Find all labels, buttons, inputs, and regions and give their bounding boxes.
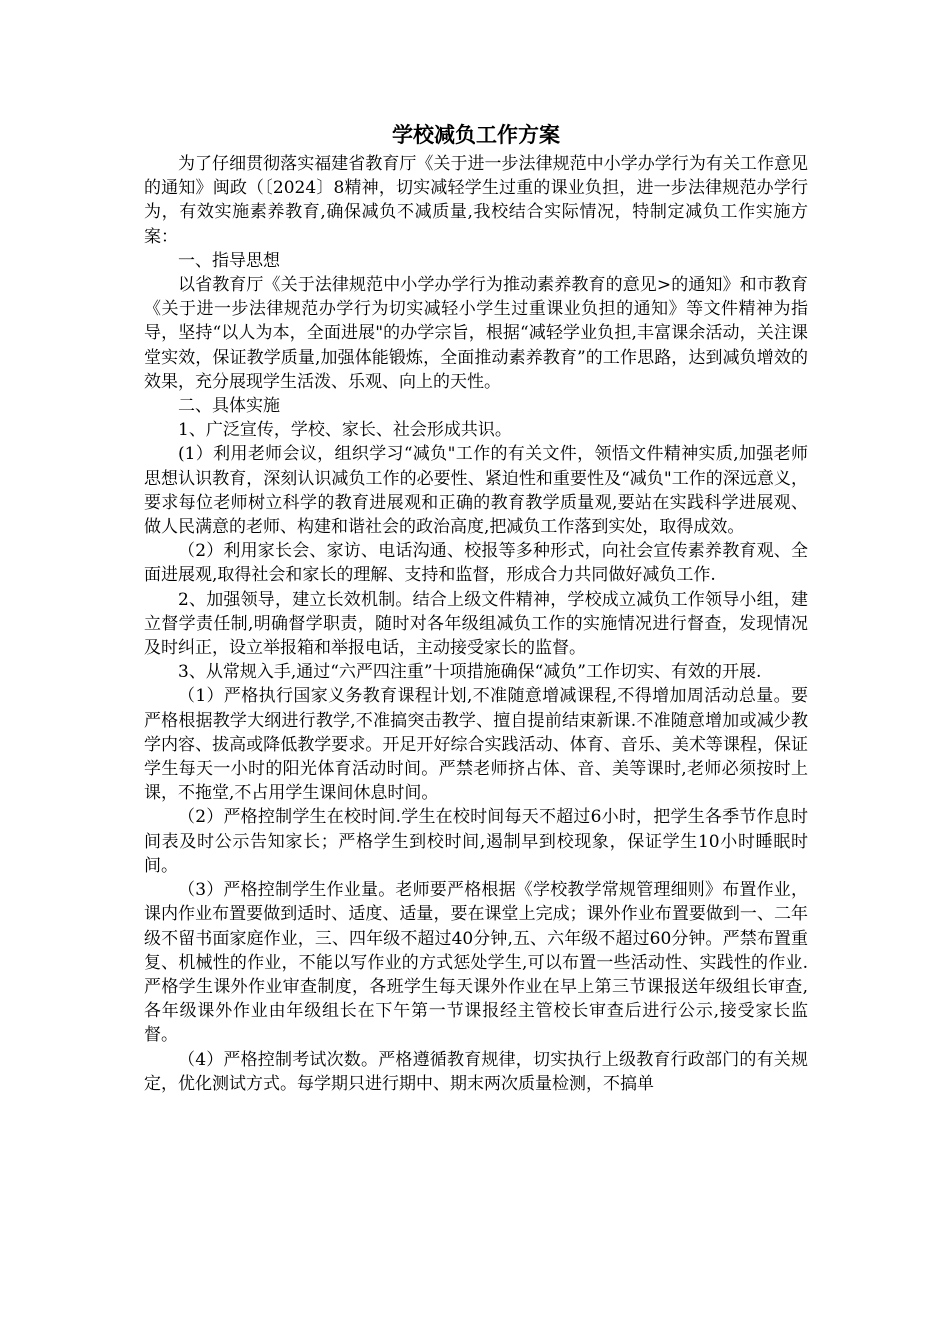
item-3-1-paragraph: （1）严格执行国家义务教育课程计划,不准随意增减课程,不得增加周活动总量。要严格根据教学大纲进行教学,不准搞突击教学、擅自提前结束新课.不准随意增加或减少教学内容、拔高或降低教学要求。开足开好综合实践活动、体育、音乐、美术等课程，保证学生每天一小时的阳光体育活动时间。严禁老师挤占体、音、美等课时,老师必须按时上课，不拖堂,不占用学生课间休息时间。 (144, 686, 808, 804)
section-heading-implementation: 二、具体实施 (178, 396, 280, 417)
item-2-paragraph: 2、加强领导，建立长效机制。结合上级文件精神，学校成立减负工作领导小组，建立督学责任制,明确督学职责，随时对各年级组减负工作的实施情况进行督查，发现情况及时纠正，设立举报箱和举报电话，主动接受家长的监督。 (144, 589, 808, 659)
section-heading-guiding-ideology: 一、指导思想 (178, 250, 280, 271)
item-3-paragraph: 3、从常规入手,通过“六严四注重”十项措施确保“减负”工作切实、有效的开展. (178, 662, 762, 683)
document-title: 学校减负工作方案 (392, 122, 560, 147)
item-3-3-paragraph: （3）严格控制学生作业量。老师要严格根据《学校教学常规管理细则》布置作业，课内作业布置要做到适时、适度、适量，要在课堂上完成；课外作业布置要做到一、二年级不留书面家庭作业，三、四年级不超过40分钟,五、六年级不超过60分钟。严禁布置重复、机械性的作业，不能以写作业的方式惩处学生,可以布置一些活动性、实践性的作业.严格学生课外作业审查制度，各班学生每天课外作业在早上第三节课报送年级组长审查,各年级课外作业由年级组长在下午第一节课报经主管校长审查后进行公示,接受家长监督。 (144, 880, 808, 1046)
item-3-4-paragraph: （4）严格控制考试次数。严格遵循教育规律，切实执行上级教育行政部门的有关规定，优化测试方式。每学期只进行期中、期末两次质量检测，不搞单 (144, 1049, 808, 1094)
item-1-heading: 1、广泛宣传，学校、家长、社会形成共识。 (178, 420, 512, 441)
item-1-2-paragraph: （2）利用家长会、家访、电话沟通、校报等多种形式，向社会宣传素养教育观、全面进展观,取得社会和家长的理解、支持和监督，形成合力共同做好减负工作. (144, 541, 808, 586)
item-1-1-paragraph: (1）利用老师会议，组织学习“减负"工作的有关文件，领悟文件精神实质,加强老师思想认识教育，深刻认识减负工作的必要性、紧迫性和重要性及“减负"工作的深远意义，要求每位老师树立科学的教育进展观和正确的教育教学质量观,要站在实践科学进展观、做人民满意的老师、构建和谐社会的政治高度,把减负工作落到实处，取得成效。 (144, 444, 808, 538)
guiding-ideology-paragraph: 以省教育厅《关于法律规范中小学办学行为推动素养教育的意见>的通知》和市教育《关于进一步法律规范办学行为切实减轻小学生过重课业负担的通知》等文件精神为指导，坚持“以人为本，全面进展"的办学宗旨，根据“减轻学业负担,丰富课余活动，关注课堂实效，保证教学质量,加强体能锻炼，全面推动素养教育”的工作思路，达到减负增效的效果，充分展现学生活泼、乐观、向上的天性。 (144, 275, 808, 392)
item-3-2-paragraph: （2）严格控制学生在校时间.学生在校时间每天不超过6小时，把学生各季节作息时间表及时公示告知家长；严格学生到校时间,遏制早到校现象，保证学生10小时睡眠时间。 (144, 807, 808, 876)
intro-paragraph: 为了仔细贯彻落实福建省教育厅《关于进一步法律规范中小学办学行为有关工作意见的通知》闽政（〔2024〕8精神，切实减轻学生过重的课业负担，进一步法律规范办学行为，有效实施素养教育,确保减负不减质量,我校结合实际情况，特制定减负工作实施方案： (144, 154, 808, 247)
